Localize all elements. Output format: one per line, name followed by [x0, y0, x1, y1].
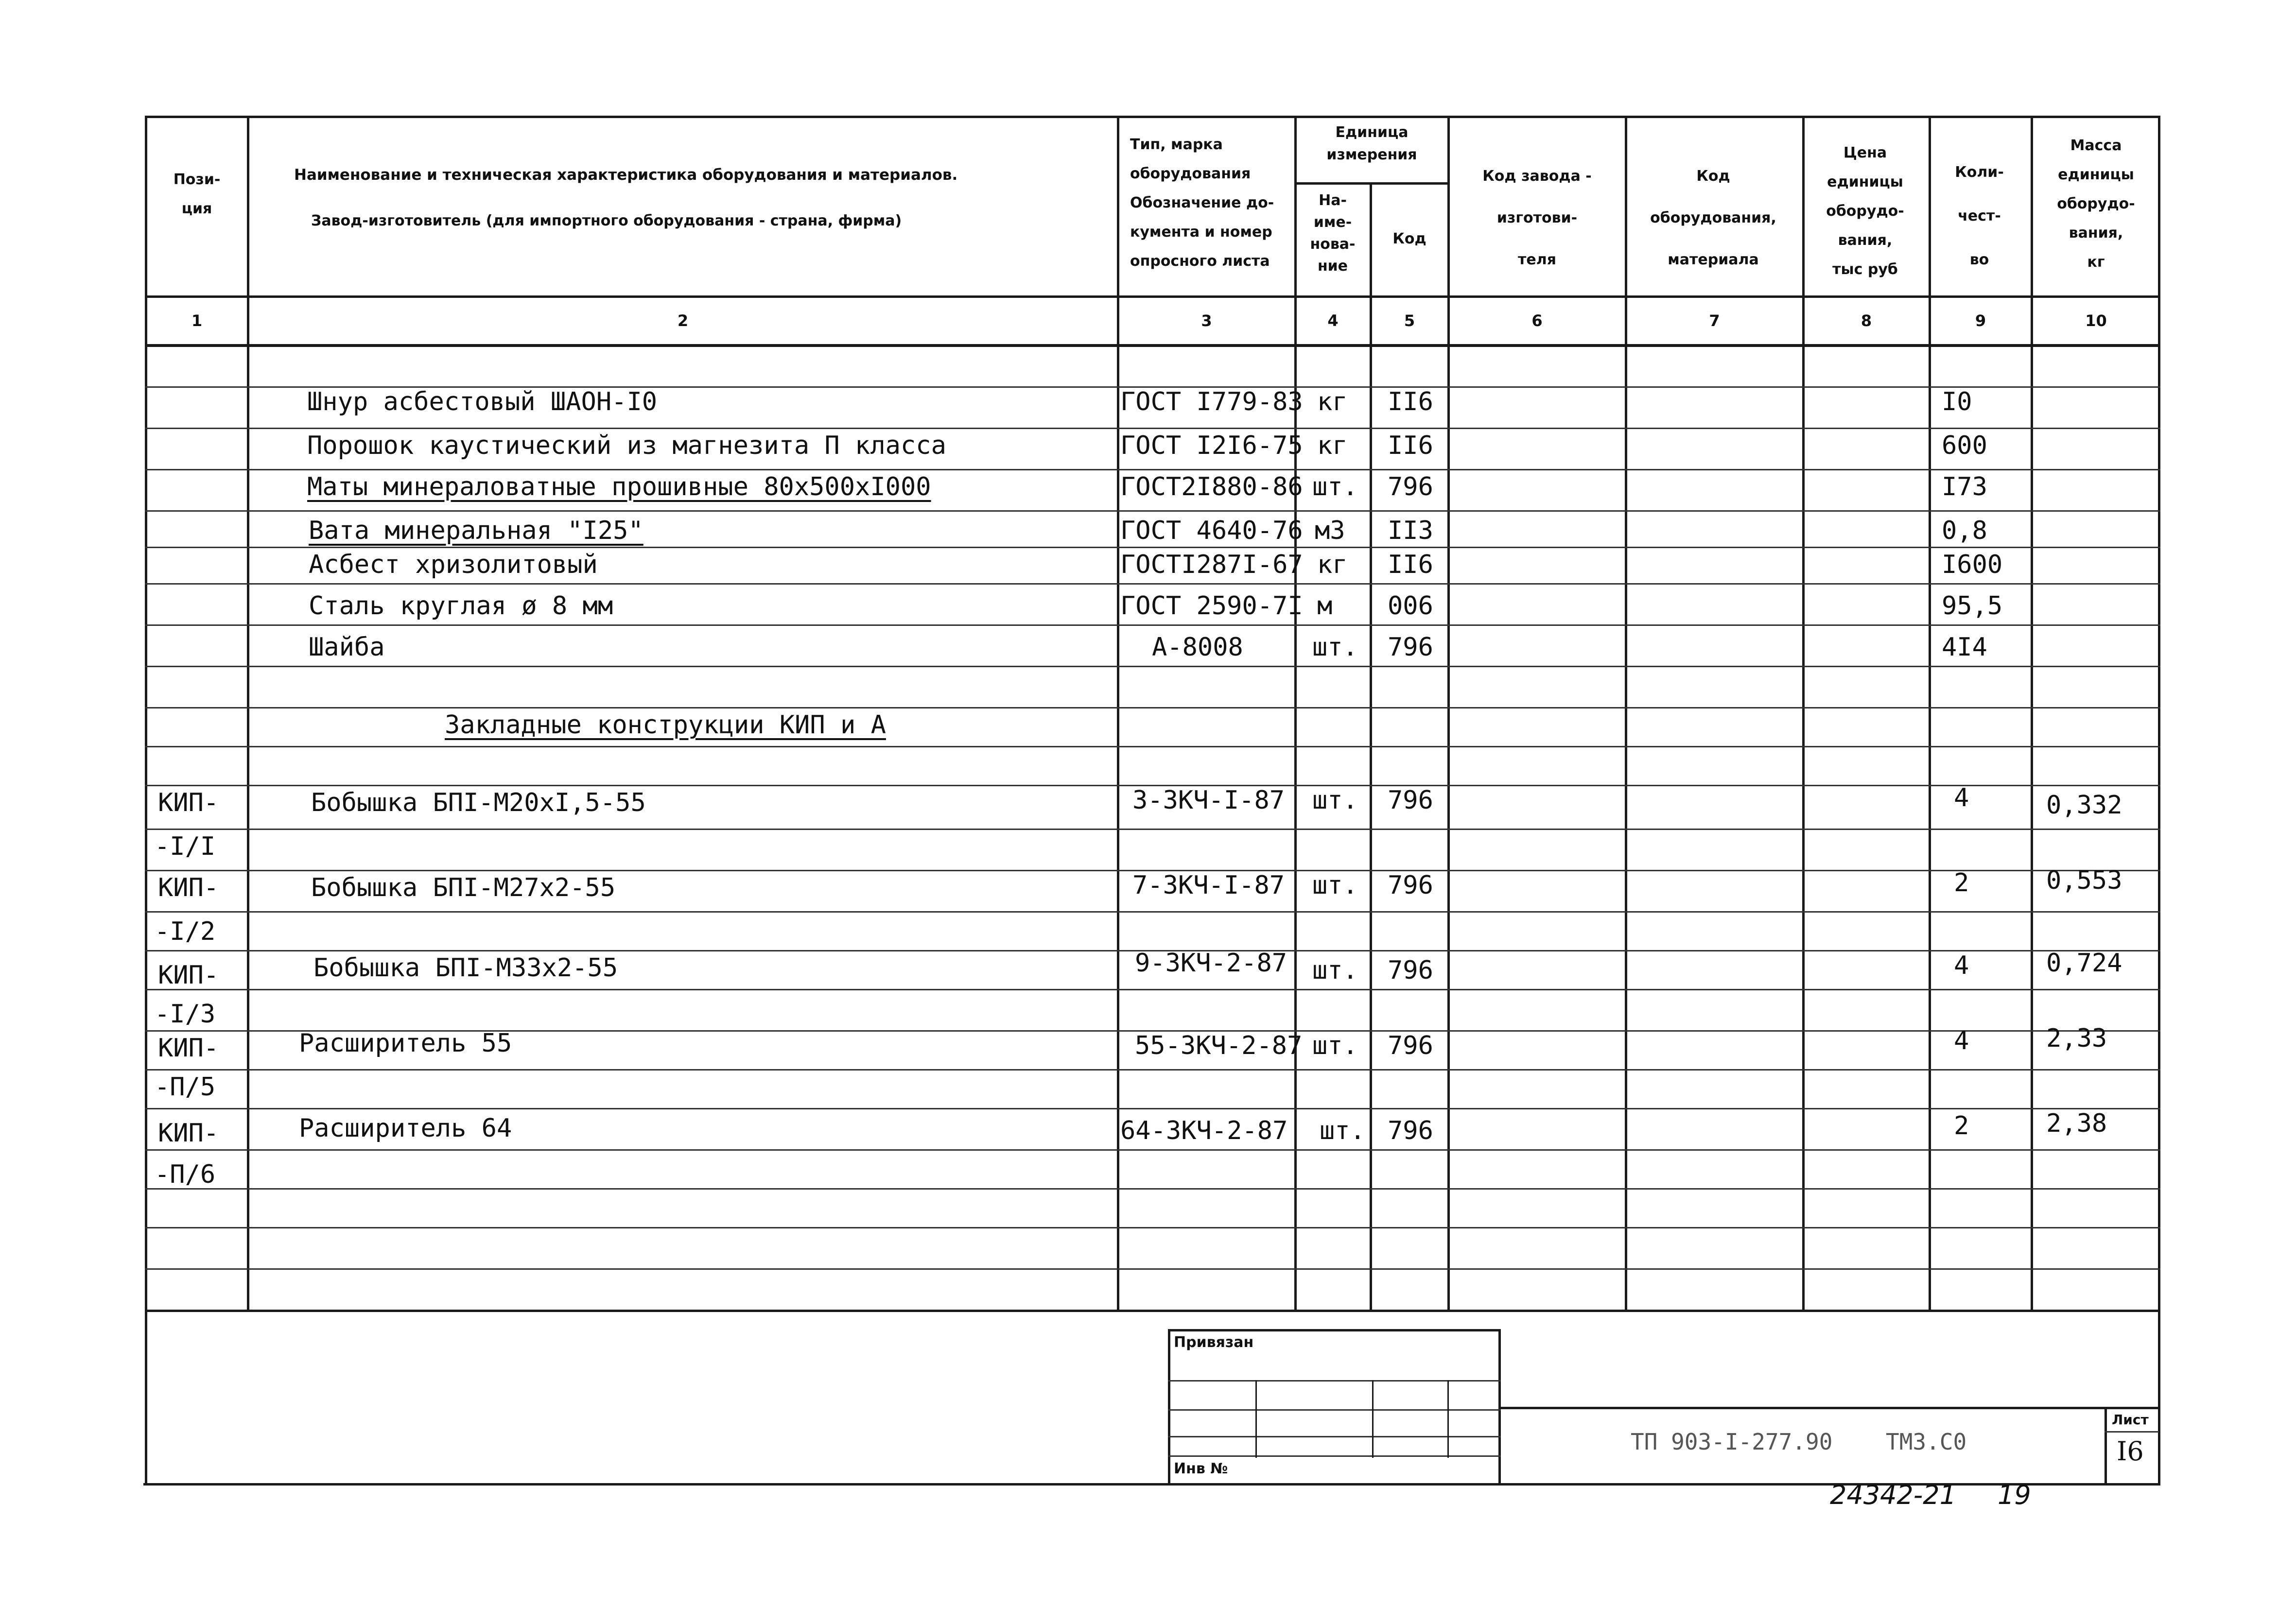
item-code: 006: [1388, 591, 1433, 621]
item-name: Маты минераловатные прошивные 80х500хI000: [307, 472, 931, 501]
item-doc: ГОСТ I2I6-75: [1120, 431, 1303, 460]
sheet-number: I6: [2117, 1436, 2144, 1467]
item-position: КИП-: [158, 1034, 219, 1063]
column-number-1: 1: [191, 311, 203, 330]
item-name: Шайба: [309, 633, 385, 662]
column-number-10: 10: [2085, 311, 2107, 330]
item-code: II6: [1388, 550, 1433, 579]
item-name: Бобышка БПI-М33х2-55: [313, 953, 618, 983]
archive-page: 19: [1998, 1480, 2031, 1510]
item-qty: 4: [1954, 783, 1969, 812]
item-doc: ГОСТ I779-83: [1120, 387, 1303, 416]
item-unit: шт.: [1312, 472, 1358, 501]
item-doc: ГОСТ 4640-76: [1120, 516, 1303, 545]
item-unit: кг: [1317, 550, 1348, 579]
item-code: 796: [1388, 472, 1433, 501]
header-col2-line1: Наименование и техническая характеристика оборудования и материалов.: [294, 166, 958, 184]
item-mass: 0,332: [2046, 791, 2122, 820]
item-code: II3: [1388, 516, 1433, 545]
item-doc: ГОСТI287I-67: [1120, 550, 1303, 579]
item-position-suffix: -П/5: [155, 1072, 216, 1102]
item-unit: кг: [1317, 387, 1348, 416]
item-unit: кг: [1317, 431, 1348, 460]
header-col5: Код: [1392, 230, 1426, 247]
header-col10: Масса единицы оборудо- вания, кг: [2057, 137, 2135, 271]
item-name: Расширитель 64: [299, 1114, 512, 1143]
item-qty: I600: [1942, 550, 2003, 579]
item-code: II6: [1388, 431, 1433, 460]
header-col7: Код оборудования, материала: [1650, 168, 1776, 268]
column-number-5: 5: [1404, 311, 1415, 330]
column-number-3: 3: [1201, 311, 1212, 330]
privyazan-label: Привязан: [1174, 1334, 1254, 1351]
item-name: Асбест хризолитовый: [309, 550, 598, 579]
item-mass: 2,33: [2046, 1024, 2107, 1053]
item-position: КИП-: [158, 873, 219, 902]
item-doc: 64-ЗКЧ-2-87: [1120, 1116, 1288, 1145]
item-position-suffix: -I/I: [155, 832, 216, 861]
item-qty: I0: [1942, 387, 1972, 416]
column-number-9: 9: [1975, 311, 1986, 330]
header-unit-group: Единица измерения: [1326, 124, 1417, 163]
item-qty: 2: [1954, 868, 1969, 898]
item-mass: 0,724: [2046, 949, 2122, 978]
item-position-suffix: -П/6: [155, 1160, 216, 1189]
item-unit: шт.: [1312, 871, 1358, 900]
item-qty: 95,5: [1942, 591, 2003, 621]
column-number-2: 2: [677, 311, 689, 330]
item-mass: 2,38: [2046, 1109, 2107, 1138]
item-code: 796: [1388, 786, 1433, 815]
item-unit: шт.: [1312, 633, 1358, 662]
item-position-suffix: -I/2: [155, 917, 216, 946]
item-doc: А-8008: [1152, 633, 1243, 662]
item-unit: м3: [1315, 516, 1345, 545]
item-code: II6: [1388, 387, 1433, 416]
item-name: Бобышка БПI-М27х2-55: [311, 873, 616, 902]
item-name: Сталь круглая ø 8 мм: [309, 591, 613, 621]
item-unit: шт.: [1312, 1031, 1358, 1060]
item-qty: 4: [1954, 951, 1969, 980]
item-doc: 3-ЗКЧ-I-87: [1132, 786, 1285, 815]
item-position: КИП-: [158, 788, 219, 817]
archive-number: 24342-21: [1830, 1480, 1956, 1510]
item-name: Порошок каустический из магнезита П класса: [307, 431, 946, 460]
section-title: Закладные конструкции КИП и А: [445, 710, 886, 740]
item-name: Шнур асбестовый ШАОН-I0: [307, 387, 658, 416]
item-unit: шт.: [1320, 1116, 1365, 1145]
item-code: 796: [1388, 1116, 1433, 1145]
item-position: КИП-: [158, 1119, 219, 1148]
item-code: 796: [1388, 633, 1433, 662]
column-number-4: 4: [1327, 311, 1339, 330]
item-qty: 600: [1942, 431, 1987, 460]
item-name: Вата минеральная "I25": [309, 516, 644, 545]
item-doc: ГОСТ 2590-7I: [1120, 591, 1303, 621]
item-unit: м: [1317, 591, 1333, 621]
item-qty: I73: [1942, 472, 1987, 501]
item-code: 796: [1388, 956, 1433, 985]
header-col9: Коли- чест- во: [1955, 164, 2004, 268]
item-unit: шт.: [1312, 786, 1358, 815]
column-number-8: 8: [1861, 311, 1872, 330]
item-code: 796: [1388, 871, 1433, 900]
item-doc: 55-ЗКЧ-2-87: [1135, 1031, 1303, 1060]
item-qty: 0,8: [1942, 516, 1987, 545]
header-col1: Пози- ция: [173, 171, 221, 217]
inventory-label: Инв №: [1174, 1460, 1228, 1477]
column-number-6: 6: [1531, 311, 1543, 330]
header-col8: Цена единицы оборудо- вания, тыс руб: [1826, 144, 1904, 278]
item-doc: ГОСТ2I880-86: [1120, 472, 1303, 501]
item-qty: 4I4: [1942, 633, 1987, 662]
item-qty: 4: [1954, 1026, 1969, 1055]
item-doc: 9-ЗКЧ-2-87: [1135, 949, 1287, 978]
item-unit: шт.: [1312, 956, 1358, 985]
item-position: КИП-: [158, 961, 219, 990]
item-name: Расширитель 55: [299, 1029, 512, 1058]
item-position-suffix: -I/3: [155, 1000, 216, 1029]
item-name: Бобышка БПI-М20хI,5-55: [311, 788, 646, 817]
document-section: ТМ3.С0: [1886, 1429, 1967, 1455]
sheet-label: Лист: [2112, 1412, 2149, 1428]
document-code: ТП 903-I-277.90: [1631, 1429, 1833, 1455]
header-col4: На- име- нова- ние: [1310, 192, 1356, 275]
header-col3: Тип, марка оборудования Обозначение до- кумента и номер опросного листа: [1130, 136, 1274, 270]
column-number-7: 7: [1709, 311, 1720, 330]
item-doc: 7-ЗКЧ-I-87: [1132, 871, 1285, 900]
header-col2-line2: Завод-изготовитель (для импортного оборудования - страна, фирма): [311, 212, 902, 229]
item-qty: 2: [1954, 1111, 1969, 1140]
header-col6: Код завода - изготови- теля: [1482, 168, 1592, 268]
item-code: 796: [1388, 1031, 1433, 1060]
item-mass: 0,553: [2046, 866, 2122, 895]
